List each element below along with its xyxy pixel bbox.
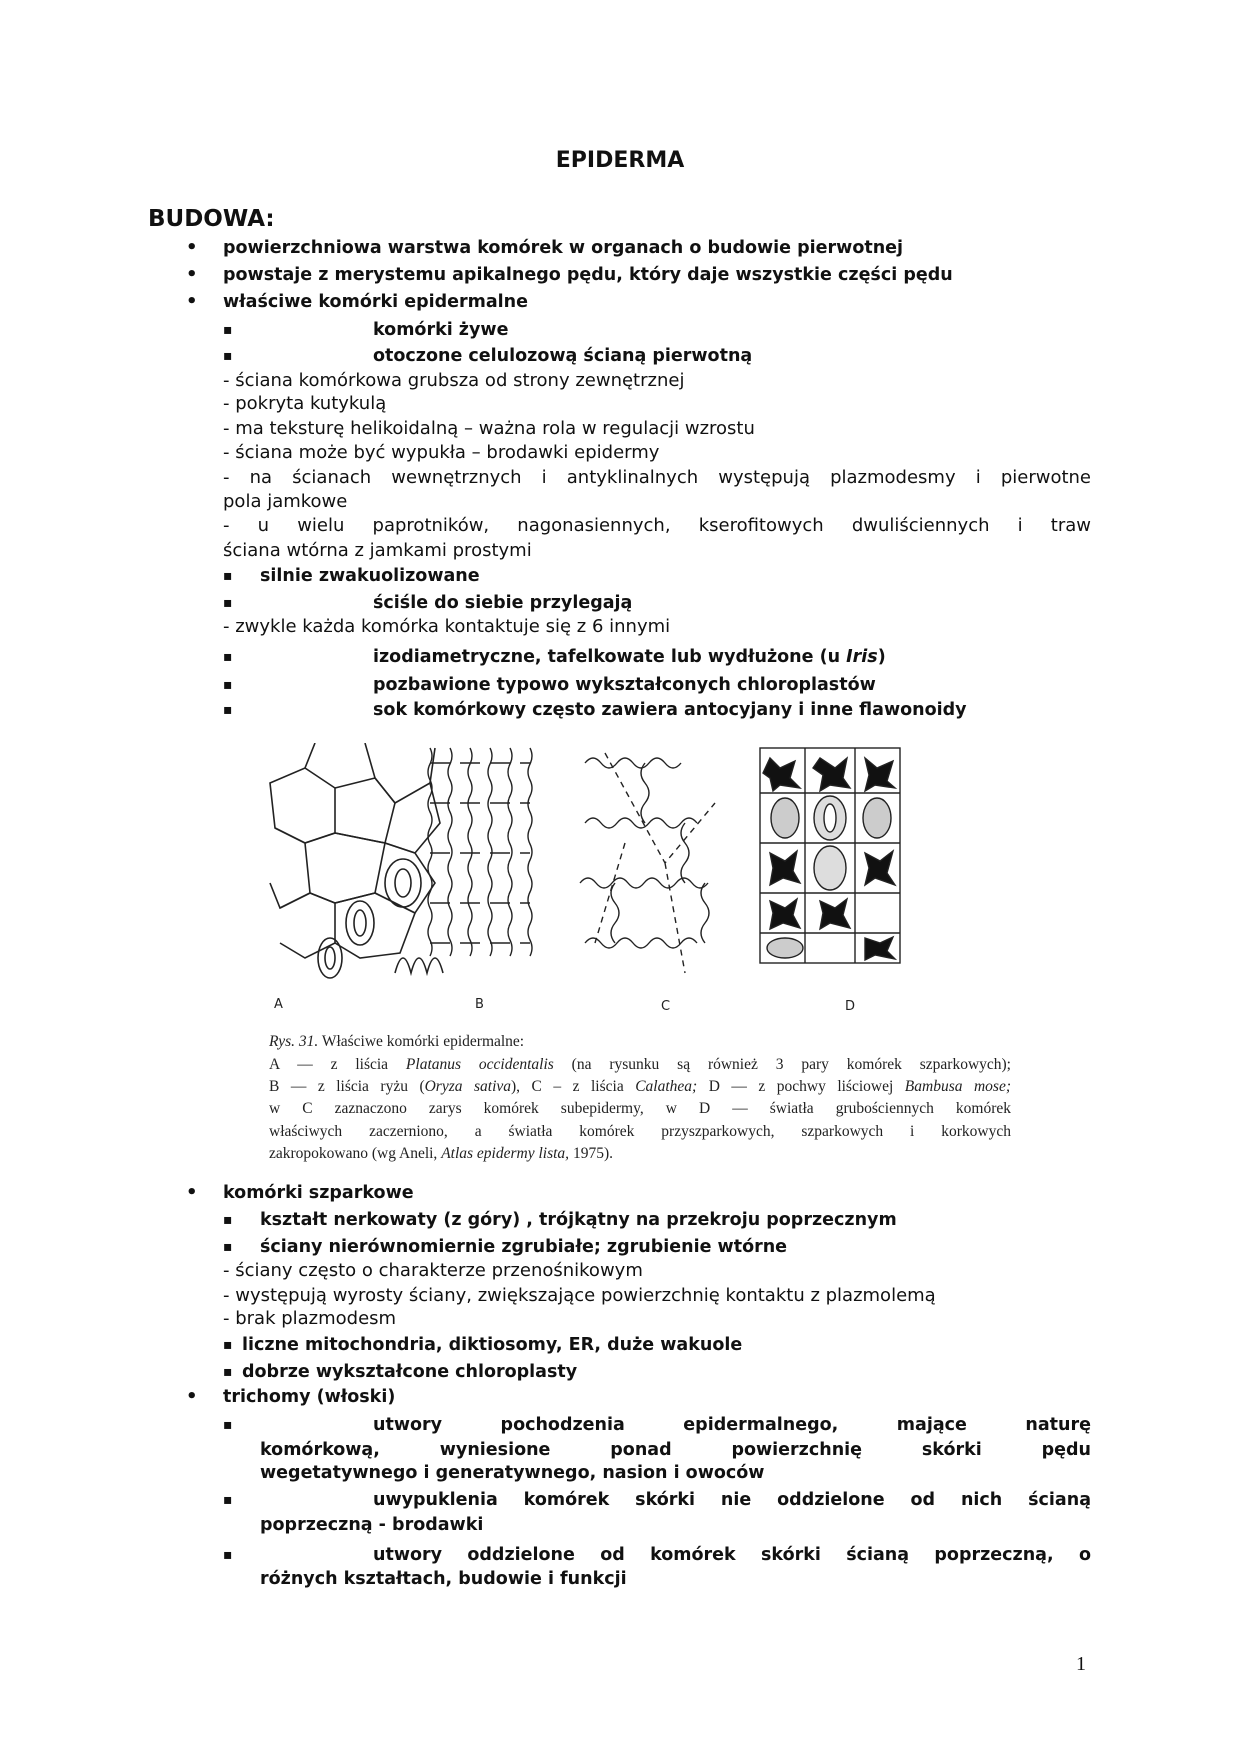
text: )	[877, 647, 886, 667]
bullet-icon: •	[186, 237, 198, 258]
caption-text: B — z liścia ryżu (	[269, 1078, 425, 1095]
list-item: ściany nierównomiernie zgrubiałe; zgrubienie wtórne	[260, 1237, 788, 1257]
caption-species: Bambusa mose;	[904, 1078, 1011, 1095]
list-item: powierzchniowa warstwa komórek w organach o budowie pierwotnej	[223, 238, 904, 258]
caption-line	[269, 1031, 1011, 1053]
figure-label-d: D	[845, 999, 856, 1014]
text-line: - pokryta kutykulą	[223, 393, 387, 414]
list-item: komórki szparkowe	[223, 1183, 414, 1203]
text-line: ściana wtórna z jamkami prostymi	[223, 540, 532, 561]
list-item: właściwe komórki epidermalne	[223, 292, 528, 312]
text-line: pola jamkowe	[223, 491, 348, 512]
list-item: uwypuklenia komórek skórki nie oddzielone od nich ścianą	[373, 1490, 1091, 1510]
caption-text: D — z pochwy liściowej	[697, 1078, 905, 1095]
list-item: utwory oddzielone od komórek skórki ścianą poprzeczną, o	[373, 1545, 1091, 1565]
list-item: komórkową, wyniesione ponad powierzchnię skórki pędu	[260, 1440, 1091, 1460]
page-title: EPIDERMA	[555, 148, 685, 173]
list-item	[373, 644, 886, 670]
caption-text: ), C – z liścia	[511, 1078, 636, 1095]
caption-line	[269, 1076, 1011, 1098]
square-bullet-icon: ▪	[223, 1239, 233, 1255]
list-item: silnie zwakuolizowane	[260, 566, 480, 586]
caption-text: 1975).	[569, 1145, 613, 1162]
list-item: powstaje z merystemu apikalnego pędu, który daje wszystkie części pędu	[223, 265, 953, 285]
figure-label-c: C	[661, 999, 671, 1014]
list-item: dobrze wykształcone chloroplasty	[242, 1362, 578, 1382]
square-bullet-icon: ▪	[223, 677, 233, 693]
square-bullet-icon: ▪	[223, 1417, 233, 1433]
figure-label-a: A	[274, 997, 283, 1012]
caption-line	[269, 1054, 1011, 1076]
caption-line	[269, 1143, 1011, 1165]
caption-text: Właściwe komórki epidermalne:	[318, 1033, 525, 1050]
text-line: - występują wyrosty ściany, zwiększające powierzchnię kontaktu z plazmolemą	[223, 1285, 936, 1306]
text-line: - ściana może być wypukła – brodawki epidermy	[223, 442, 660, 463]
square-bullet-icon: ▪	[223, 1492, 233, 1508]
list-item: liczne mitochondria, diktiosomy, ER, duże wakuole	[242, 1335, 743, 1355]
square-bullet-icon: ▪	[223, 702, 233, 718]
list-item: ściśle do siebie przylegają	[373, 593, 633, 613]
square-bullet-icon: ▪	[223, 1547, 233, 1563]
page-number: 1	[1076, 1653, 1086, 1675]
list-item: otoczone celulozową ścianą pierwotną	[373, 346, 753, 366]
square-bullet-icon: ▪	[223, 595, 233, 611]
bullet-icon: •	[186, 291, 198, 312]
text-line: - na ścianach wewnętrznych i antyklinalnych występują plazmodesmy i pierwotne	[223, 467, 1091, 488]
text-line: - brak plazmodesm	[223, 1308, 397, 1329]
square-bullet-icon: ▪	[223, 322, 233, 338]
square-bullet-icon: ▪	[223, 1212, 233, 1228]
caption-text: zakropokowano (wg Aneli,	[269, 1145, 442, 1162]
figure-label-b: B	[475, 997, 484, 1012]
list-item: kształt nerkowaty (z góry) , trójkątny na przekroju poprzecznym	[260, 1210, 897, 1230]
list-item: wegetatywnego i generatywnego, nasion i owoców	[260, 1463, 765, 1483]
panel-c-calathea-cells	[580, 753, 715, 973]
text-line: - u wielu paprotników, nagonasiennych, kserofitowych dwuliściennych i traw	[223, 515, 1091, 536]
square-bullet-icon: ▪	[223, 1364, 233, 1380]
section-heading: BUDOWA:	[148, 206, 275, 232]
text-line: - ściana komórkowa grubsza od strony zewnętrznej	[223, 370, 685, 391]
square-bullet-icon: ▪	[223, 1337, 233, 1353]
text-line: - zwykle każda komórka kontaktuje się z 6 innymi	[223, 616, 671, 637]
text-line: - ma teksturę helikoidalną – ważna rola w regulacji wzrostu	[223, 418, 755, 439]
epidermis-figure	[265, 743, 1015, 1003]
caption-species: Oryza sativa	[424, 1078, 512, 1095]
caption-species: Calathea;	[635, 1078, 698, 1095]
list-item: utwory pochodzenia epidermalnego, mające naturę	[373, 1415, 1091, 1435]
square-bullet-icon: ▪	[223, 568, 233, 584]
square-bullet-icon: ▪	[223, 649, 233, 665]
bullet-icon: •	[186, 1182, 198, 1203]
panel-d-bambusa-cells	[760, 748, 900, 963]
panel-b-oryza-cells	[428, 748, 532, 956]
list-item: różnych kształtach, budowie i funkcji	[260, 1569, 627, 1589]
text-line: - ściany często o charakterze przenośnikowym	[223, 1260, 643, 1281]
bullet-icon: •	[186, 264, 198, 285]
caption-figure-number: Rys. 31.	[269, 1033, 319, 1050]
caption-book-title: Atlas epidermy lista,	[441, 1145, 570, 1162]
panel-a-platanus-cells	[270, 743, 443, 978]
caption-line: właściwych zaczerniono, a światła komórek przyszparkowych, szparkowych i korkowych	[269, 1123, 1011, 1140]
list-item: pozbawione typowo wykształconych chloroplastów	[373, 675, 876, 695]
genus-name: Iris	[846, 647, 878, 667]
list-item: komórki żywe	[373, 320, 509, 340]
list-item: trichomy (włoski)	[223, 1387, 396, 1407]
list-item: poprzeczną - brodawki	[260, 1515, 484, 1535]
bullet-icon: •	[186, 1386, 198, 1407]
square-bullet-icon: ▪	[223, 348, 233, 364]
caption-text: (na rysunku są również 3 pary komórek szparkowych);	[553, 1056, 1011, 1073]
caption-species: Platanus occidentalis	[405, 1056, 554, 1073]
caption-text: A — z liścia	[269, 1056, 406, 1073]
text: izodiametryczne, tafelkowate lub wydłużone (u	[373, 647, 847, 667]
caption-line: w C zaznaczono zarys komórek subepidermy, w D — światła grubościennych komórek	[269, 1100, 1011, 1117]
list-item: sok komórkowy często zawiera antocyjany i inne flawonoidy	[373, 700, 967, 720]
